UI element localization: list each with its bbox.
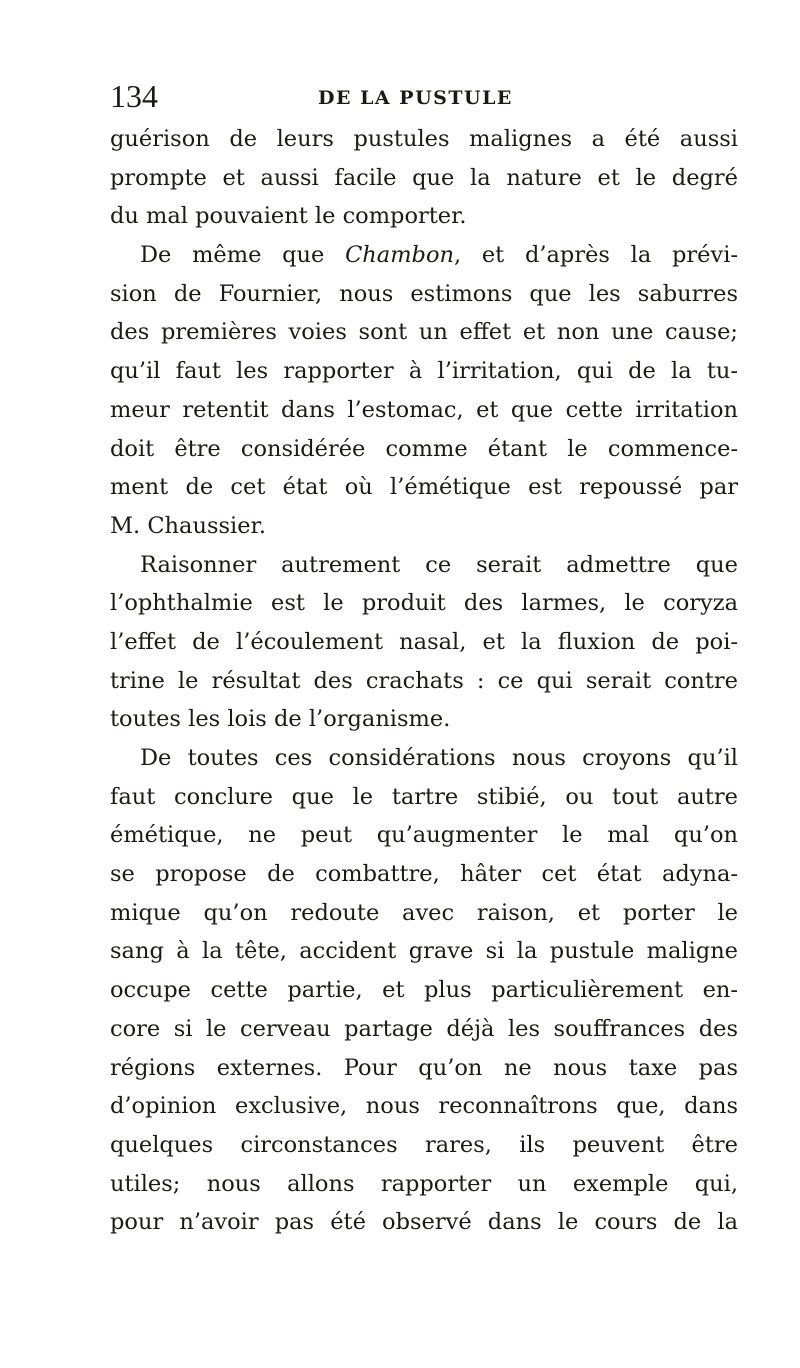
text-line: émétique, ne peut qu’augmenter le mal qu’on [110, 822, 738, 849]
text-line: d’opinion exclusive, nous reconnaîtrons que, dans [110, 1093, 738, 1120]
text-line: se propose de combattre, hâter cet état adyna- [110, 861, 738, 888]
text-line: régions externes. Pour qu’on ne nous taxe pas [110, 1054, 738, 1081]
text-line: doit être considérée comme étant le commence- [110, 435, 738, 462]
page-number: 134 [110, 78, 158, 114]
author-name-italic: Chambon [345, 242, 454, 269]
text-line: M. Chaussier. [110, 512, 266, 539]
text-line: l’ophthalmie est le produit des larmes, le coryza [110, 590, 738, 617]
text-line: des premières voies sont un effet et non une cause; [110, 319, 738, 346]
text-line: Raisonner autrement ce serait admettre que [140, 551, 738, 578]
text-line: qu’il faut les rapporter à l’irritation, qui de la tu- [110, 358, 738, 385]
text-line: prompte et aussi facile que la nature et le degré [110, 164, 738, 191]
text-line: toutes les lois de l’organisme. [110, 706, 451, 733]
text-line: guérison de leurs pustules malignes a été aussi [110, 126, 738, 152]
text-line: du mal pouvaient le comporter. [110, 203, 467, 230]
text-line: occupe cette partie, et plus particulièrement en- [110, 977, 738, 1004]
text-line: utiles; nous allons rapporter un exemple qui, [110, 1170, 738, 1197]
running-title: DE LA PUSTULE [318, 87, 513, 109]
body-text [110, 120, 738, 1242]
text-line: De même que Chambon, et d’après la prévi- [140, 242, 739, 269]
text-line: core si le cerveau partage déjà les souffrances des [110, 1015, 738, 1042]
text-line: pour n’avoir pas été observé dans le cours de la [110, 1209, 738, 1236]
text-line: faut conclure que le tartre stibié, ou tout autre [110, 783, 738, 810]
text-line: mique qu’on redoute avec raison, et porter le [110, 899, 738, 926]
text-line: trine le résultat des crachats : ce qui serait contre [110, 667, 738, 694]
text-line: quelques circonstances rares, ils peuvent être [110, 1131, 738, 1158]
text-line: De toutes ces considérations nous croyons qu’il [140, 745, 738, 771]
running-head [110, 76, 730, 116]
text-line: ment de cet état où l’émétique est repoussé par [110, 474, 738, 501]
text-line: l’effet de l’écoulement nasal, et la fluxion de poi- [110, 628, 738, 655]
text-line: sang à la tête, accident grave si la pustule maligne [110, 938, 738, 965]
text-line: sion de Fournier, nous estimons que les saburres [110, 280, 738, 307]
text-line: meur retentit dans l’estomac, et que cette irritation [110, 396, 738, 423]
